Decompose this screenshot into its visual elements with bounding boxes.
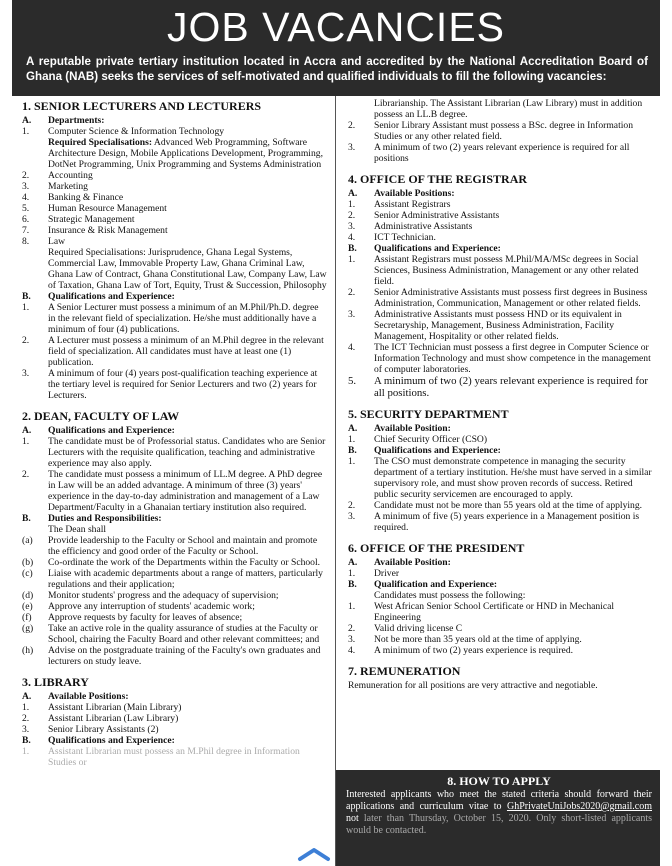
list-item: 2. Accounting <box>22 170 93 181</box>
list-item: (h) Advise on the postgraduate training of the Faculty's own graduates and lecturers on study leave. <box>22 645 321 667</box>
section-title-dean: 2. DEAN, FACULTY OF LAW <box>22 409 180 423</box>
list-item: (g) Take an active role in the quality assurance of studies at the Faculty or School, chairing the Faculty Board and other relevant committees; and <box>22 623 320 645</box>
list-item: 1. Assistant Librarian must possess an M.Phil degree in Information Studies or <box>22 746 300 768</box>
list-item: 8. Law Required Specialisations: Jurisprudence, Ghana Legal Systems, Commercial Law, Immovable Property Law, Ghana Criminal Law, Ghana Law of Contract, Ghana Constitutional Law, Company Law, Law of Taxation, Ghana Law of Tort, Equity, Trust & Succession, Philosophy <box>22 236 327 291</box>
list-item: 1. West African Senior School Certificate or HND in Mechanical Engineering <box>348 601 615 623</box>
list-item: 1. Assistant Librarian (Main Library) <box>22 702 182 713</box>
list-item: 4. The ICT Technician must possess a first degree in Computer Science or Information Technology and must show competence in the management of computer laboratories. <box>348 342 651 375</box>
list-item: (d) Monitor students' progress and the adequacy of supervision; <box>22 590 279 601</box>
list-item: Candidates must possess the following: <box>374 590 526 601</box>
subheading-positions: A. Available Positions: <box>22 691 129 702</box>
list-item: The Dean shall <box>48 524 107 535</box>
list-item: (e) Approve any interruption of students' academic work; <box>22 601 255 612</box>
subheading-duties: B. Duties and Responsibilities: <box>22 513 162 524</box>
email-link[interactable]: GhPrivateUniJobs2020@gmail.com <box>506 801 652 812</box>
list-item: (b) Co-ordinate the work of the Departments within the Faculty or School. <box>22 557 321 568</box>
list-item: (c) Liaise with academic departments about a range of matters, particularly regulations and their application; <box>22 568 323 590</box>
chevron-up-icon[interactable] <box>296 846 332 862</box>
spec-label: Required Specialisations: <box>48 137 153 148</box>
section-title-lecturers: 1. SENIOR LECTURERS AND LECTURERS <box>22 99 262 113</box>
list-item: 3. Marketing <box>22 181 88 192</box>
subheading-positions: A. Available Position: <box>348 557 451 568</box>
subheading-qualifications: B. Qualifications and Experience: <box>348 445 501 456</box>
list-item: 1. A Senior Lecturer must possess a minimum of an M.Phil/Ph.D. degree in the relevant field of specialization. He/she must additionally have a minimum of four (4) publications. <box>22 302 319 335</box>
section-title-president: 6. OFFICE OF THE PRESIDENT <box>348 541 525 555</box>
subheading-positions: A. Available Positions: <box>348 188 455 199</box>
subheading-qualifications: A. Qualifications and Experience: <box>22 425 175 436</box>
list-item: 1. Assistant Registrars <box>348 199 451 210</box>
list-item: 1. Assistant Registrars must possess M.Phil/MA/MSc degrees in Social Sciences, Business Administration, Management or any other related field. <box>348 254 639 287</box>
section-title-how-to-apply: 8. HOW TO APPLY <box>447 774 551 788</box>
list-item: (f) Approve requests by faculty for leaves of absence; <box>22 612 243 623</box>
subheading-qualifications: B. Qualifications and Experience: <box>22 291 175 302</box>
list-item: 7. Insurance & Risk Management <box>22 225 168 236</box>
list-item: 4. Banking & Finance <box>22 192 124 203</box>
list-item: 4. ICT Technician. <box>348 232 436 243</box>
left-column <box>12 96 336 866</box>
intro-text: A reputable private tertiary institution located in Accra and accredited by the National Accreditation Board of Ghana (NAB) seeks the services of self-motivated and qualified individuals to fill the following vacancies: <box>26 55 648 83</box>
list-item: 3. Administrative Assistants must possess HND or its equivalent in Secretaryship, Management, Business Administration, Facility Management, Hospitality or other related fields. <box>348 309 622 342</box>
list-item: 1. Computer Science & Information Technology Required Specialisations: Advanced Web Programming, Software Architecture Design, Mobile Applications Development, Programming, DotNet Programming, Unix Programming and Systems Administration <box>22 126 323 170</box>
subheading-qualifications: B. Qualification and Experience: <box>348 579 498 590</box>
list-item: 4. A minimum of two (2) years experience is required. <box>348 645 574 656</box>
subheading-qualifications: B. Qualifications and Experience: <box>22 735 175 746</box>
list-item: (a) Provide leadership to the Faculty or School and maintain and promote the efficiency and good order of the Faculty or School. <box>22 535 318 557</box>
list-item: 3. A minimum of five (5) years experience in a Management position is required. <box>348 511 640 533</box>
list-item: 2. Candidate must not be more than 55 years old at the time of applying. <box>348 500 643 511</box>
list-item: 2. Valid driving license C <box>348 623 463 634</box>
section-title-library: 3. LIBRARY <box>22 675 89 689</box>
list-item: 3. A minimum of two (2) years relevant experience is required for all positions <box>348 142 630 164</box>
list-item: 5. Human Resource Management <box>22 203 167 214</box>
remuneration-text: Remuneration for all positions are very attractive and negotiable. <box>348 680 598 691</box>
list-item: 3. Senior Library Assistants (2) <box>22 724 159 735</box>
header-banner <box>12 0 660 96</box>
section-title-registrar: 4. OFFICE OF THE REGISTRAR <box>348 172 528 186</box>
list-item: 1. Driver <box>348 568 400 579</box>
how-to-apply-box <box>336 770 660 866</box>
list-item: 2. Senior Library Assistant must possess a BSc. degree in Information Studies or any other related field. <box>348 120 633 142</box>
list-item: 3. A minimum of four (4) years post-qualification teaching experience at the tertiary level is required for Senior Lecturers and two (2) years for Lecturers. <box>22 368 318 401</box>
right-column <box>336 96 660 866</box>
section-title-security: 5. SECURITY DEPARTMENT <box>348 407 509 421</box>
list-item: 2. Assistant Librarian (Law Library) <box>22 713 179 724</box>
subheading-positions: A. Available Position: <box>348 423 451 434</box>
list-item: 6. Strategic Management <box>22 214 135 225</box>
list-item: 2. Senior Administrative Assistants must possess first degrees in Business Administration, Communication, Management or other related fields. <box>348 287 648 309</box>
list-item: 2. A Lecturer must possess a minimum of an M.Phil degree in the relevant field of specialization. All candidates must have at least one (1) publication. <box>22 335 324 368</box>
list-item: 3. Not be more than 35 years old at the time of applying. <box>348 634 582 645</box>
page-title: JOB VACANCIES <box>166 4 506 50</box>
section-title-remuneration: 7. REMUNERATION <box>348 664 461 678</box>
list-item: Librarianship. The Assistant Librarian (Law Library) must in addition possess an LL.B degree. <box>374 98 643 120</box>
list-item: 1. The candidate must be of Professorial status. Candidates who are Senior Lecturers with the requisite qualification, teaching and administrative experience may also apply. <box>22 436 326 469</box>
subheading-qualifications: B. Qualifications and Experience: <box>348 243 501 254</box>
how-to-apply-text: Interested applicants who meet the stated criteria should forward their applications and curriculum vitae to GhPrivateUniJobs2020@gmail.com not later than Thursday, October 15, 2020. Only short-listed applicants would be contacted. <box>346 789 652 836</box>
list-item: 3. Administrative Assistants <box>348 221 473 232</box>
list-item: 5. A minimum of two (2) years relevant experience is required for all positions. <box>348 375 649 399</box>
list-item: 2. The candidate must possess a minimum of LL.M degree. A PhD degree in Law will be an added advantage. A minimum of three (3) years' experience in the day-to-day administration and management of a Law Department/Faculty in a Ghanaian tertiary institution also required. <box>22 469 323 513</box>
list-item: 2. Senior Administrative Assistants <box>348 210 500 221</box>
list-item: 1. The CSO must demonstrate competence in managing the security department of a tertiary institution. He/she must have served in a similar supervisory role, and must show proven records of success. Retired public security servicemen are encouraged to apply. <box>348 456 652 500</box>
list-item: 1. Chief Security Officer (CSO) <box>348 434 488 445</box>
subheading-departments: A. Departments: <box>22 115 105 126</box>
